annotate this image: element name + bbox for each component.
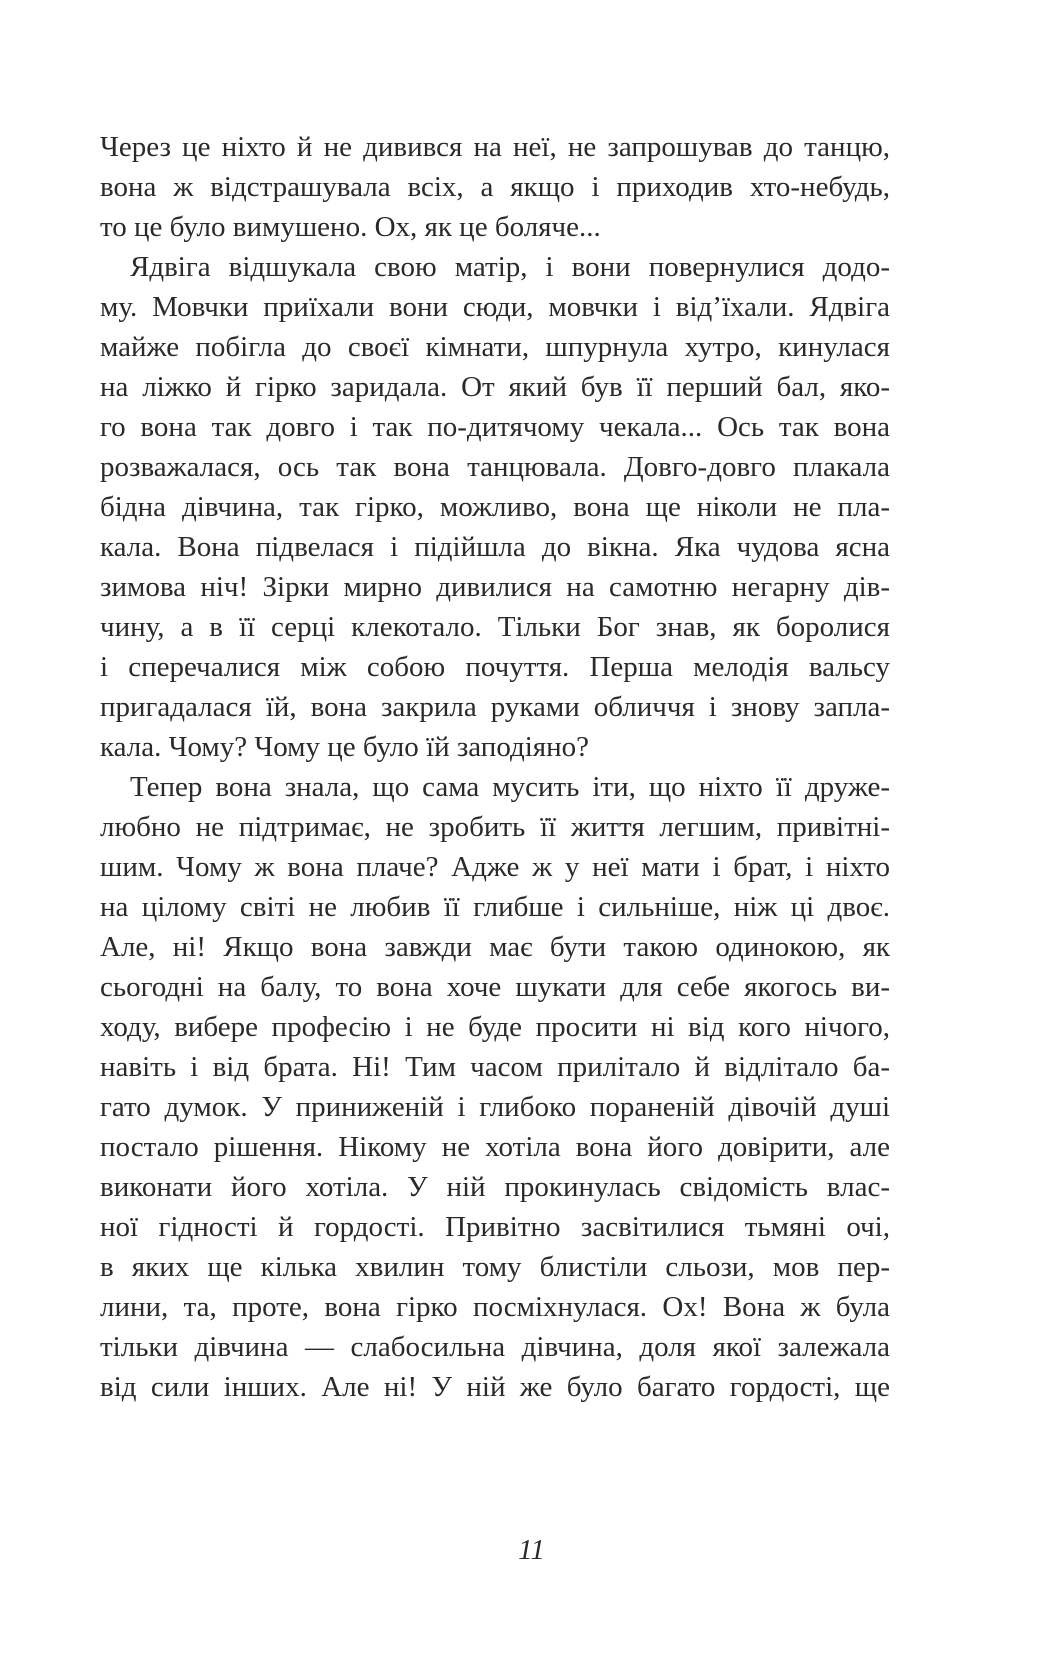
text-line: від сили інших. Але ні! У ній же було багато гордості, ще	[100, 1371, 890, 1403]
text-line: ходу, вибере професію і не буде просити ні від кого нічого,	[100, 1011, 890, 1043]
text-line: любно не підтримає, не зробить її життя легшим, привітні-	[100, 811, 890, 843]
text-line: Але, ні! Якщо вона завжди має бути такою одинокою, як	[100, 931, 890, 963]
text-line: Тепер вона знала, що сама мусить іти, що ніхто її друже-	[130, 771, 890, 803]
page-number: 11	[518, 1534, 545, 1566]
text-line: гато думок. У приниженій і глибоко пораненій дівочій душі	[100, 1091, 890, 1123]
text-line: кала. Чому? Чому це було їй заподіяно?	[100, 731, 590, 763]
text-line: бідна дівчина, так гірко, можливо, вона ще ніколи не пла-	[100, 491, 890, 523]
text-line: Ядвіга відшукала свою матір, і вони повернулися додо-	[130, 251, 890, 283]
text-line: лини, та, проте, вона гірко посміхнулася. Ох! Вона ж була	[100, 1291, 890, 1323]
text-line: ної гідності й гордості. Привітно засвітилися тьмяні очі,	[100, 1211, 890, 1243]
text-line: зимова ніч! Зірки мирно дивилися на самотню негарну дів-	[100, 571, 890, 603]
text-line: майже побігла до своєї кімнати, шпурнула хутро, кинулася	[100, 331, 890, 363]
paragraph	[100, 127, 890, 247]
text-line: чину, а в її серці клекотало. Тільки Бог знав, як боролися	[100, 611, 890, 643]
text-line: сьогодні на балу, то вона хоче шукати для себе якогось ви-	[100, 971, 890, 1003]
text-line: пригадалася їй, вона закрила руками обличчя і знову запла-	[100, 691, 890, 723]
text-line: му. Мовчки приїхали вони сюди, мовчки і від’їхали. Ядвіга	[100, 291, 890, 323]
text-line: постало рішення. Нікому не хотіла вона його довірити, але	[100, 1131, 890, 1163]
paragraph	[100, 247, 890, 767]
text-line: на цілому світі не любив її глибше і сильніше, ніж ці двоє.	[100, 891, 890, 923]
text-line: кала. Вона підвелася і підійшла до вікна. Яка чудова ясна	[100, 531, 890, 563]
text-line: шим. Чому ж вона плаче? Адже ж у неї мати і брат, і ніхто	[100, 851, 890, 883]
text-line: навіть і від брата. Ні! Тим часом прилітало й відлітало ба-	[100, 1051, 890, 1083]
text-line: розважалася, ось так вона танцювала. Довго-довго плакала	[100, 451, 890, 483]
text-line: тільки дівчина — слабосильна дівчина, доля якої залежала	[100, 1331, 890, 1363]
text-line: і сперечалися між собою почуття. Перша мелодія вальсу	[100, 651, 890, 683]
text-line: Через це ніхто й не дивився на неї, не запрошував до танцю,	[100, 131, 890, 163]
text-line: то це було вимушено. Ох, як це боляче...	[100, 211, 601, 243]
text-line: го вона так довго і так по-дитячому чекала... Ось так вона	[100, 411, 890, 443]
text-line: виконати його хотіла. У ній прокинулась свідомість влас-	[100, 1171, 890, 1203]
text-line: вона ж відстрашувала всіх, а якщо і приходив хто-небудь,	[100, 171, 890, 203]
paragraph	[100, 767, 890, 1407]
body-text	[100, 127, 890, 1407]
text-line: в яких ще кілька хвилин тому блистіли сльози, мов пер-	[100, 1251, 890, 1283]
text-line: на ліжко й гірко заридала. От який був її перший бал, яко-	[100, 371, 890, 403]
